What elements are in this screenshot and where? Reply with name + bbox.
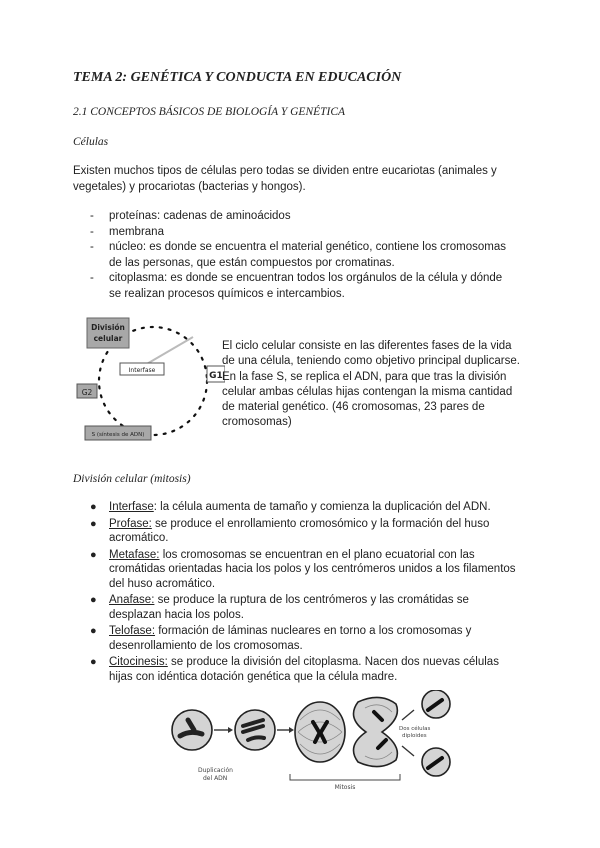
cycle-connector [145, 337, 193, 365]
phase-term: Interfase [109, 501, 154, 513]
list-item: - membrana [90, 225, 164, 238]
arrow-2-head [289, 727, 294, 733]
mitosis-heading: División celular (mitosis) [73, 473, 191, 485]
phase-term: Profase: [109, 517, 152, 530]
section-heading: 2.1 CONCEPTOS BÁSICOS DE BIOLOGÍA Y GENÉTICA [73, 106, 346, 118]
phase-separator: : [153, 501, 161, 513]
division-label-line2: celular [93, 334, 123, 343]
cell-cycle-description: El ciclo celular consiste en las diferentes fases de la vida de una célula, teniendo como objetivo principal duplicarse. En la fase S, se replica el ADN, para que tras la división celular ambas células hijas contengan la misma cantidad de material genético. (46 cromosomas, 23 pares de cromosomas) [222, 340, 520, 429]
celulas-heading: Células [73, 136, 109, 148]
interfase-label: Interfase [128, 367, 156, 374]
list-item: - citoplasma: es donde se encuentran todos los orgánulos de la célula y dónde se realizan procesos químicos e intercambios. [90, 272, 503, 300]
phase-term: Telofase: [109, 625, 156, 637]
phase-text: la célula aumenta de tamaño y comienza la duplicación del ADN. [160, 501, 491, 513]
mitosis-figure [170, 690, 465, 795]
phase-text: los cromosomas se encuentran en el plano ecuatorial con las cromátidas orientadas hacia los polos y los centrómeros unidos a los filamentos del huso acromático. [109, 548, 516, 590]
daughter-cell-top [422, 690, 450, 718]
mitosis-phases-list [90, 500, 520, 686]
metaphase-cell [295, 702, 345, 762]
mitosis-label: Mitosis [334, 784, 356, 791]
phase-term: Citocinesis: [109, 656, 168, 668]
parent-cell [172, 710, 212, 750]
list-item-text: membrana [109, 225, 164, 238]
list-item: ● Citocinesis: se produce la división del citoplasma. Nacen dos nuevas células hijas con idéntica dotación genética que la célula madre. [90, 656, 499, 683]
list-item-text: citoplasma: es donde se encuentran todos los orgánulos de la célula y dónde se realizan procesos químicos e intercambios. [109, 272, 503, 300]
daughter-label-line1: Dos células [399, 726, 431, 732]
list-item: ● Anafase: se produce la ruptura de los centrómeros y las cromátidas se desplazan hacia los polos. [90, 594, 469, 621]
s-phase-label: S (síntesis de ADN) [91, 432, 145, 438]
list-item: ● Metafase: los cromosomas se encuentran en el plano ecuatorial con las cromátidas orientadas hacia los polos y los centrómeros unidos a los filamentos del huso acromático. [90, 548, 516, 590]
list-item: - núcleo: es donde se encuentra el material genético, contiene los cromosomas de las personas, que están compuestos por cromatinas. [90, 241, 506, 269]
phase-term: Anafase: [109, 594, 155, 606]
intro-paragraph: Existen muchos tipos de células pero todas se dividen entre eucariotas (animales y vegetales) y procariotas (bacterias y hongos). [73, 165, 497, 193]
list-item-text: núcleo: es donde se encuentra el material genético, contiene los cromosomas de las personas, que están compuestos por cromatinas. [109, 241, 506, 269]
list-item: ● Interfase: la célula aumenta de tamaño y comienza la duplicación del ADN. [90, 501, 491, 513]
list-item: ● Telofase: formación de láminas nucleares en torno a los cromosomas y desenrollamiento de los cromosomas. [90, 625, 472, 652]
cell-components-list [90, 209, 510, 302]
arrow-4 [402, 746, 414, 756]
phase-text: se produce el enrollamiento cromosómico y la formación del huso acromático. [109, 517, 490, 544]
dup-label-line1: Duplicación [198, 767, 233, 774]
daughter-cell-bottom [422, 748, 450, 776]
mitosis-bracket [290, 774, 400, 780]
telophase-cell [354, 697, 398, 766]
page-title: TEMA 2: GENÉTICA Y CONDUCTA EN EDUCACIÓN [73, 70, 402, 85]
arrow-1-head [228, 727, 233, 733]
g1-label: G1 [209, 371, 223, 381]
phase-text: se produce la división del citoplasma. Nacen dos nuevas células hijas con idéntica dotación genética que la célula madre. [109, 656, 499, 683]
cell-cycle-diagram [73, 315, 225, 447]
phase-text: se produce la ruptura de los centrómeros y las cromátidas se desplazan hacia los polos. [109, 594, 469, 621]
g2-label: G2 [81, 388, 93, 397]
dup-label-line2: del ADN [203, 775, 228, 782]
list-item: ● Profase: se produce el enrollamiento cromosómico y la formación del huso acromático. [90, 517, 490, 544]
phase-term: Metafase: [109, 548, 160, 561]
arrow-3 [402, 710, 414, 720]
division-label-line1: División [91, 323, 125, 332]
phase-text: formación de láminas nucleares en torno a los cromosomas y desenrollamiento de los cromosomas. [109, 625, 472, 652]
duplicated-cell [235, 710, 275, 750]
list-item: - proteínas: cadenas de aminoácidos [90, 210, 291, 222]
list-item-text: proteínas: cadenas de aminoácidos [109, 210, 291, 222]
daughter-label-line2: diploides [402, 733, 427, 739]
